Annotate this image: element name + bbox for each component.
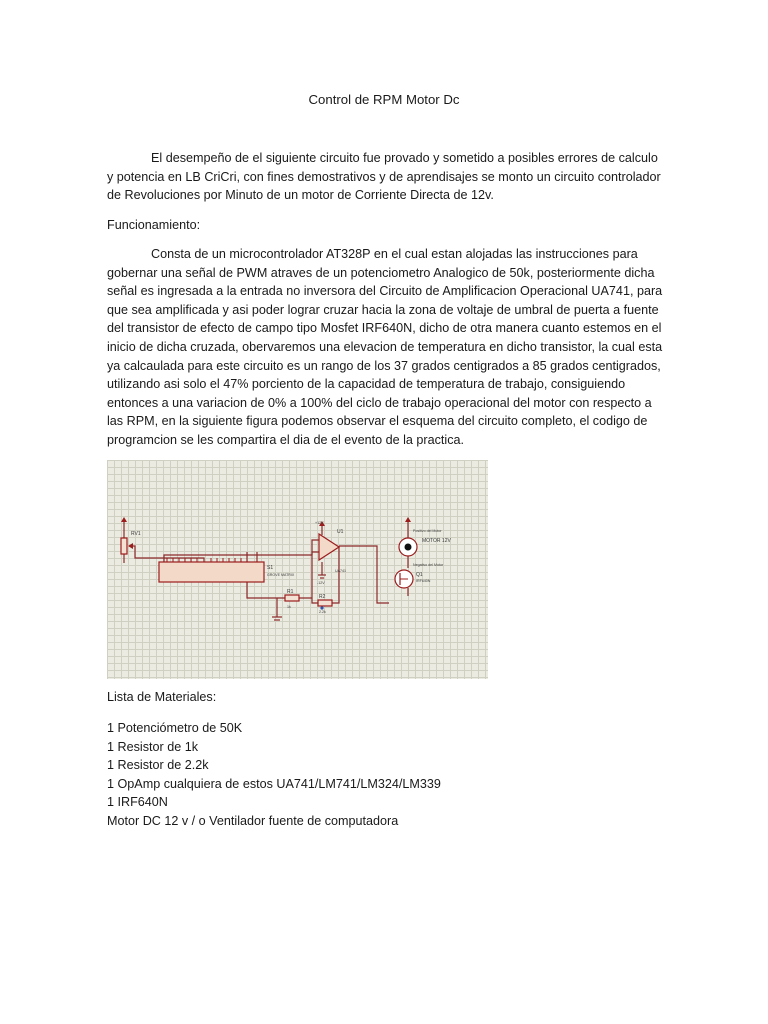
chip-sub-label: GROVE MATRIX: [267, 573, 295, 577]
materials-heading: Lista de Materiales:: [107, 690, 217, 704]
resistor-r2: [318, 600, 332, 606]
potentiometer-rv1: [121, 538, 127, 554]
list-item: 1 Resistor de 1k: [107, 739, 198, 754]
r1-value: 1k: [287, 605, 291, 609]
motor-negative-label: Negativo del Motor: [413, 563, 444, 567]
list-item: 1 IRF640N: [107, 795, 168, 810]
power-terminals: [121, 517, 411, 526]
pot-label: RV1: [131, 531, 141, 537]
list-item: 1 Potenciómetro de 50K: [107, 721, 243, 735]
list-item: 1 Resistor de 2.2k: [107, 758, 209, 773]
materials-list: [107, 719, 441, 831]
r2-value: 2.2k: [319, 610, 326, 614]
mosfet-part-label: IRF640N: [416, 579, 431, 583]
list-item: 1 OpAmp cualquiera de estos UA741/LM741/LM324/LM339: [107, 776, 441, 791]
function-paragraph: Consta de un microcontrolador AT328P en el cual estan alojadas las instrucciones para gobernar una señal de PWM atraves de un potenciometro Analogico de 50k, posteriormente dicha señal es ingresada a la entrada no inversora del Circuito de Amplificacion Operacional UA741, para que sea amplificada y asi poder lograr cruzar hacia la zona de voltaje de umbral de puerta a fuente del transistor de efecto de campo tipo Mosfet IRF640N, dicho de otra manera cuanto estemos en el inicio de dicha cruzada, obervaremos una elevacion de temperatura en dicho transistor, la cual esta ya calcaulada para este circuito es un rango de los 37 grados centigrados a 85 grados centigrados, utilizando asi solo el 47% porciento de la capacidad de temperatura de trabajo, consiguiendo entonces a una variacion de 0% a 100% del ciclo de trabajo operacional del motor con respecto a las RPM, en la siguiente figura podemos observar el esquema del circuito completo, el codigo de programcion se les compartira el dia de el evento de la practica.: [107, 247, 663, 447]
chip-label: S1: [267, 565, 274, 571]
microcontroller-chip: [159, 562, 264, 582]
mosfet-label: Q1: [416, 572, 423, 578]
opamp-label: U1: [337, 529, 344, 535]
motor-label: MOTOR 12V: [422, 538, 451, 544]
probe-marker: [320, 606, 323, 609]
motor-positive-label: Positivo del Motor: [413, 529, 442, 533]
section-heading-funcionamiento: Funcionamiento:: [107, 218, 201, 232]
opamp-part-label: UA741: [335, 569, 346, 573]
pot-wiper-arrow: [128, 543, 133, 549]
intro-paragraph: El desempeño de el siguiente circuito fue provado y sometido a posibles errores de calculo y potencia en LB CriCri, con fines demostrativos y de aprendisajes se monto un circuito controlador de Revoluciones por Minuto de un motor de Corriente Directa de 12v.: [107, 151, 661, 203]
document-title: Control de RPM Motor Dc: [308, 92, 460, 107]
r1-label: R1: [287, 589, 294, 595]
opamp-vee-label: -12V: [317, 581, 325, 585]
opamp-symbol: [319, 534, 339, 560]
opamp-vcc-label: +12V: [315, 521, 324, 525]
list-item: Motor DC 12 v / o Ventilador fuente de computadora: [107, 813, 399, 828]
motor-rotor: [405, 544, 412, 551]
r2-label: R2: [319, 594, 326, 600]
circuit-schematic: [107, 460, 488, 679]
circuit-schematic-figure: [107, 460, 488, 679]
resistor-r1: [285, 595, 299, 601]
